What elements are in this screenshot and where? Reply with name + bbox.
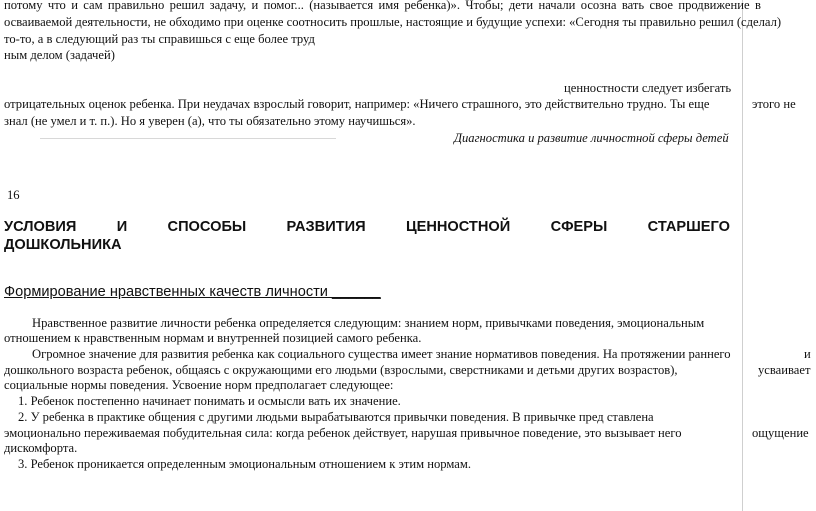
body-p2-side-1: и: [804, 347, 811, 361]
list-item-1: 1. Ребенок постепенно начинает понимать и осмысли вать их значение.: [18, 394, 401, 408]
list-item-2-side: ощущение: [752, 426, 809, 440]
body-p2-side-2: усваивает: [758, 363, 811, 377]
top-text-line-4: ным делом (задачей): [4, 48, 115, 62]
values-text-line-3: знал (не умел и т. п.). Но я уверен (а), что ты обязательно этому научишься».: [4, 114, 416, 128]
list-item-2-line-2: эмоционально переживаемая побудительная сила: когда ребенок действует, нарушая привычное поведение, это вызывает него: [4, 426, 682, 440]
body-p1-line-1: Нравственное развитие личности ребенка определяется следующим: знанием норм, привычками поведения, эмоциональным: [32, 316, 705, 330]
top-text-line-1: потому что и сам правильно решил задачу, и помог... (называется имя ребенка)». Чтобы; дети начали осозна вать свое продвижение в: [4, 0, 761, 12]
body-p2-line-1: Огромное значение для развития ребенка как социального существа имеет знание нормативов поведения. На протяжении раннего: [32, 347, 731, 361]
horizontal-rule: [40, 138, 336, 139]
page-number: 16: [7, 188, 20, 202]
heading-word: СТАРШЕГО: [647, 219, 730, 235]
values-text-line-2: отрицательных оценок ребенка. При неудачах взрослый говорит, например: «Ничего страшного, это действительно трудно. Ты еще: [4, 97, 710, 111]
top-text-line-3: то-то, а в следующий раз ты справишься с еще более труд: [4, 32, 315, 46]
list-item-2-line-3: дискомфорта.: [4, 441, 78, 455]
values-side-note: этого не: [752, 97, 796, 111]
section-heading: [4, 218, 730, 236]
subheading: Формирование нравственных качеств личности ______: [4, 284, 381, 300]
list-item-3: 3. Ребенок проникается определенным эмоциональным отношением к этим нормам.: [18, 457, 471, 471]
body-p2-line-3: социальные нормы поведения. Усвоение норм предполагает следующее:: [4, 378, 394, 392]
heading-word: ЦЕННОСТНОЙ: [405, 219, 511, 235]
heading-word: СФЕРЫ: [550, 219, 608, 235]
column-divider: [742, 0, 743, 511]
values-text-line-1: ценностности следует избегать: [564, 81, 732, 95]
section-heading-line-2: ДОШКОЛЬНИКА: [4, 237, 122, 253]
top-text-line-2: осваиваемой деятельности, не обходимо при оценке соотносить прошлые, настоящие и будущие успехи: «Сегодня ты правильно решил (сделал): [4, 15, 782, 29]
heading-word: СПОСОБЫ: [167, 219, 247, 235]
running-title: Диагностика и развитие личностной сферы детей: [454, 131, 729, 145]
heading-word: РАЗВИТИЯ: [286, 219, 366, 235]
body-p1-line-2: отношением к нравственным нормам и внутренней позицией самого ребенка.: [4, 331, 422, 345]
list-item-2-line-1: 2. У ребенка в практике общения с другими людьми вырабатываются привычки поведения. В привычке пред ставлена: [18, 410, 654, 424]
body-p2-line-2: дошкольного возраста ребенок, общаясь с окружающими его людьми (взрослыми, сверстниками и детьми других возрастов),: [4, 363, 678, 377]
heading-word: УСЛОВИЯ: [4, 219, 77, 235]
heading-word: И: [116, 219, 128, 235]
